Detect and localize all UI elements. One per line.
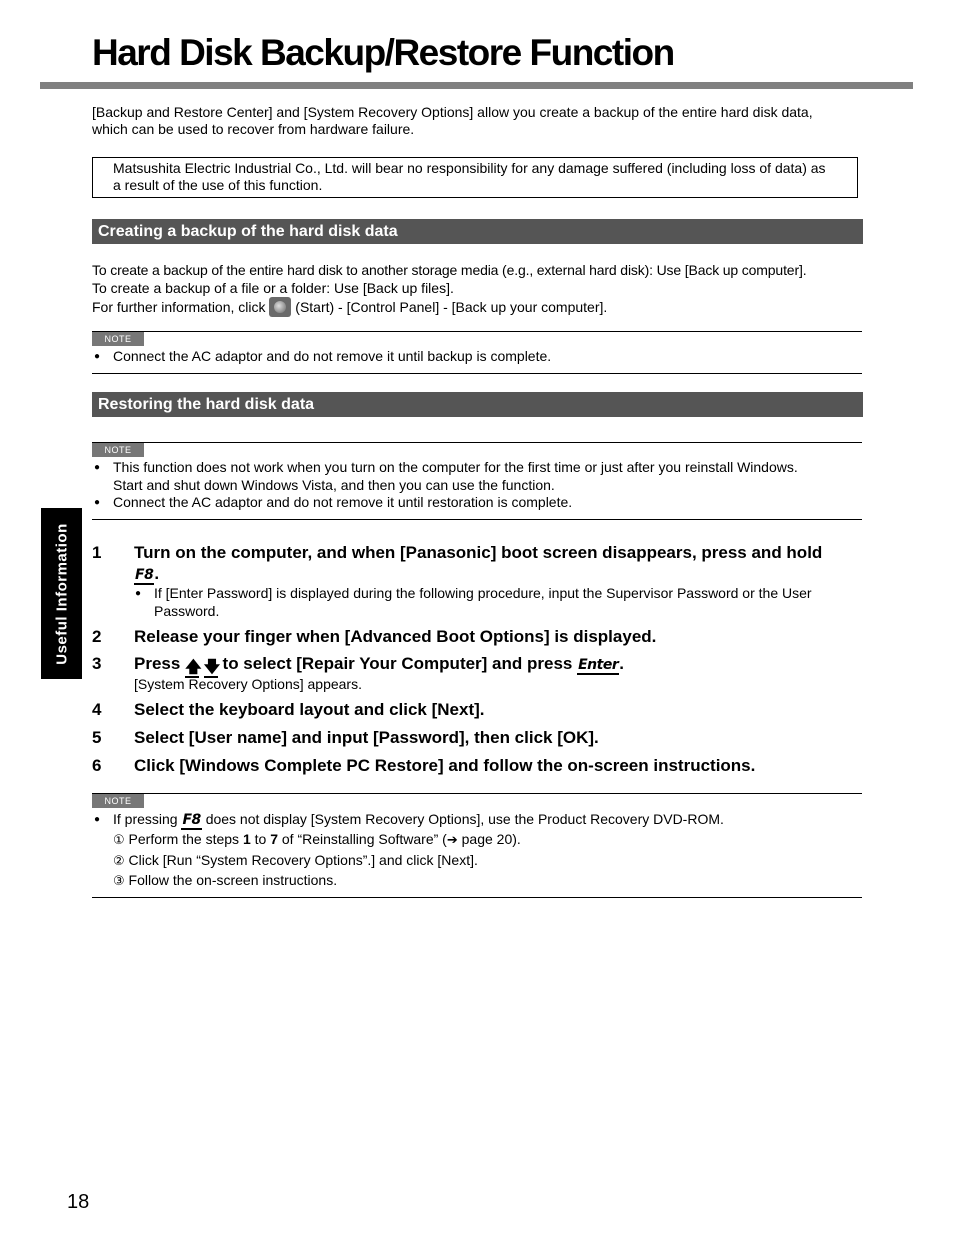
step-3-sub: [System Recovery Options] appears.	[134, 676, 362, 692]
page-number: 18	[67, 1191, 90, 1213]
note-rule-top	[92, 442, 862, 443]
circled-one-marker: ①	[113, 833, 125, 848]
disclaimer-line-1: Matsushita Electric Industrial Co., Ltd. will bear no responsibility for any damage suffered (including loss of data) as	[113, 160, 826, 176]
note-badge: NOTE	[92, 443, 144, 457]
step-number: 6	[92, 756, 102, 775]
disclaimer-text	[113, 160, 859, 194]
intro-line-1: [Backup and Restore Center] and [System Recovery Options] allow you create a backup of the entire hard disk data,	[92, 104, 813, 120]
step-1-sub-line-1: If [Enter Password] is displayed during the following procedure, input the Supervisor Password or the User	[154, 585, 812, 601]
sub-1-to: to	[254, 831, 267, 847]
backup-line-3-pre: For further information, click	[92, 299, 266, 315]
note-rule-bottom	[92, 519, 862, 520]
backup-line-3	[92, 297, 607, 317]
note-rule-bottom	[92, 373, 862, 374]
backup-line-2: To create a backup of a file or a folder: Use [Back up files].	[92, 280, 454, 296]
step-number: 4	[92, 700, 102, 719]
final-note-pre: If pressing	[113, 811, 178, 827]
right-arrow-icon: ➔	[446, 833, 458, 848]
windows-start-orb-icon	[269, 297, 291, 317]
title-rule	[40, 82, 913, 89]
step-number: 2	[92, 627, 102, 646]
bullet-icon: ●	[94, 351, 101, 362]
step-5-text: Select [User name] and input [Password], then click [OK].	[134, 728, 599, 747]
disclaimer-line-2: a result of the use of this function.	[113, 177, 323, 193]
final-note-item	[113, 811, 724, 830]
intro-line-2: which can be used to recover from hardware failure.	[92, 121, 415, 137]
enter-key-icon: Enter	[578, 657, 619, 673]
final-note-sub-1	[113, 831, 521, 849]
note-rule-top	[92, 331, 862, 332]
step-1-line-1: Turn on the computer, and when [Panasonic] boot screen disappears, press and hold	[134, 543, 823, 562]
f8-key-icon: F8	[182, 812, 201, 828]
bullet-icon: ●	[135, 588, 142, 599]
step-ref-start: 1	[242, 831, 251, 847]
step-3-end: .	[619, 654, 624, 673]
f8-key-icon: F8	[135, 567, 154, 583]
backup-line-1: To create a backup of the entire hard disk to another storage media (e.g., external hard disk): Use [Back up computer].	[92, 262, 807, 278]
note-badge: NOTE	[92, 794, 144, 808]
step-3-mid: to select [Repair Your Computer] and press	[222, 654, 573, 673]
down-arrow-key-icon: 🡇	[203, 657, 221, 676]
step-number: 3	[92, 654, 102, 673]
step-2-text: Release your finger when [Advanced Boot Options] is displayed.	[134, 627, 657, 646]
sub-3-text: Follow the on-screen instructions.	[128, 872, 338, 888]
bullet-icon: ●	[94, 814, 101, 825]
note-rule-bottom	[92, 897, 862, 898]
step-4-text: Select the keyboard layout and click [Next].	[134, 700, 485, 719]
section-heading-restore: Restoring the hard disk data	[92, 392, 863, 417]
side-tab	[41, 508, 82, 679]
sub-1-pre: Perform the steps	[128, 831, 240, 847]
step-number: 1	[92, 543, 102, 562]
side-tab-label: Useful Information	[53, 522, 70, 665]
final-note-sub-2	[113, 852, 478, 870]
restore-note-item-1-line-1: This function does not work when you turn on the computer for the first time or just after you reinstall Windows.	[113, 459, 798, 475]
final-note-post: does not display [System Recovery Options], use the Product Recovery DVD-ROM.	[205, 811, 724, 827]
restore-note-item-2: Connect the AC adaptor and do not remove it until restoration is complete.	[113, 494, 573, 510]
backup-note-item: Connect the AC adaptor and do not remove it until backup is complete.	[113, 348, 552, 364]
circled-two-marker: ②	[113, 854, 125, 869]
page-reference-link[interactable]: page 20).	[461, 831, 521, 847]
sub-1-post: of “Reinstalling Software” (	[281, 831, 447, 847]
sub-2-text: Click [Run “System Recovery Options”.] and click [Next].	[128, 852, 478, 868]
note-rule-top	[92, 793, 862, 794]
step-1-end: .	[154, 564, 160, 583]
circled-three-marker: ③	[113, 874, 125, 889]
step-6-text: Click [Windows Complete PC Restore] and follow the on-screen instructions.	[134, 756, 756, 775]
final-note-sub-3	[113, 872, 337, 890]
restore-note-item-1-line-2: Start and shut down Windows Vista, and then you can use the function.	[113, 477, 555, 493]
step-1-line-2	[134, 564, 159, 585]
bullet-icon: ●	[94, 497, 101, 508]
backup-line-3-post: (Start) - [Control Panel] - [Back up your computer].	[295, 299, 608, 315]
step-ref-end: 7	[270, 831, 278, 847]
step-3-pre: Press	[134, 654, 181, 673]
step-number: 5	[92, 728, 102, 747]
bullet-icon: ●	[94, 462, 101, 473]
section-heading-backup: Creating a backup of the hard disk data	[92, 219, 863, 244]
up-arrow-key-icon: 🡅	[185, 657, 202, 676]
page-title: Hard Disk Backup/Restore Function	[92, 32, 674, 73]
step-1-sub-line-2: Password.	[154, 603, 220, 619]
note-badge: NOTE	[92, 332, 144, 346]
step-3-text	[134, 654, 624, 678]
